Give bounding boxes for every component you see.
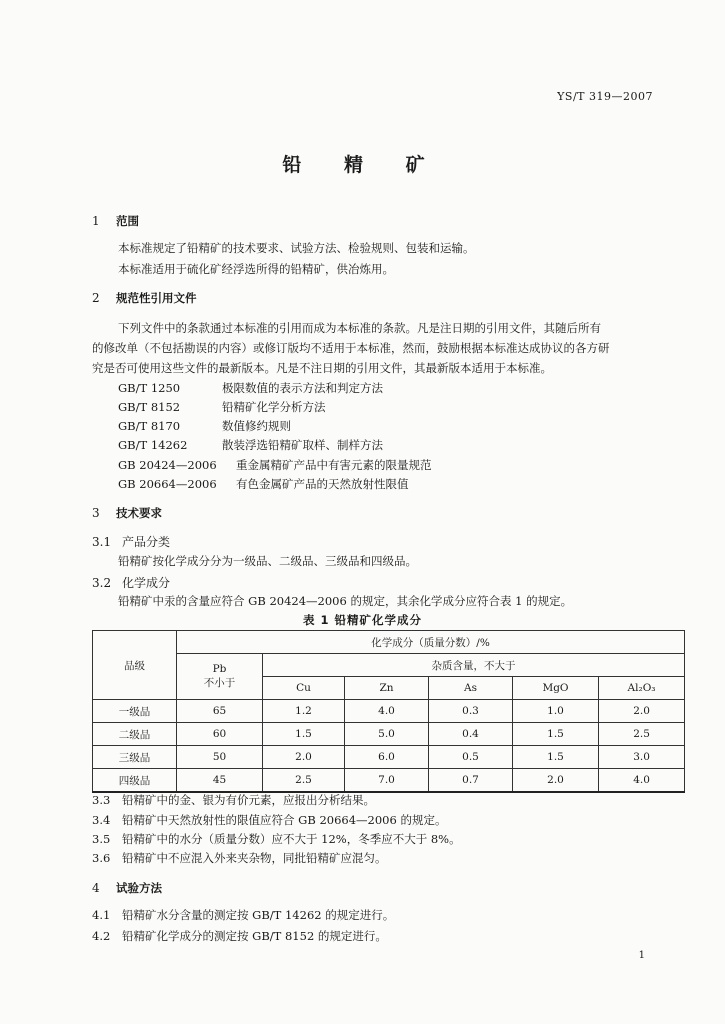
- section-number: 4: [92, 881, 100, 895]
- clause-number: 3.4: [92, 813, 111, 827]
- reference-item: [118, 435, 383, 455]
- subsection-title: 化学成分: [122, 576, 171, 590]
- cell-pb: 50: [177, 746, 263, 769]
- clause-3-3: [92, 790, 375, 810]
- header-pb: [177, 654, 263, 700]
- cell-as: 0.7: [429, 769, 513, 793]
- reference-title: 数值修约规则: [222, 419, 291, 433]
- subsection-3-1-heading: [92, 533, 170, 550]
- reference-code: GB/T 8152: [118, 400, 181, 414]
- section-number: 1: [92, 214, 100, 228]
- reference-title: 铅精矿化学分析方法: [222, 400, 326, 414]
- header-impurity: 杂质含量，不大于: [263, 654, 685, 677]
- reference-item: [118, 416, 291, 436]
- document-title: 铅 精 矿: [282, 154, 443, 176]
- reference-item: [118, 397, 326, 417]
- clause-3-5: [92, 829, 461, 849]
- section-title: 范围: [116, 214, 139, 228]
- cell-al2o3: 3.0: [599, 746, 685, 769]
- cell-zn: 4.0: [345, 700, 429, 723]
- reference-title: 散装浮选铅精矿取样、制样方法: [222, 438, 383, 452]
- cell-al2o3: 4.0: [599, 769, 685, 793]
- clause-3-6: [92, 848, 387, 868]
- clause-text: 铅精矿水分含量的测定按 GB/T 14262 的规定进行。: [122, 908, 395, 922]
- clause-text: 铅精矿中天然放射性的限值应符合 GB 20664—2006 的规定。: [122, 813, 447, 827]
- cell-zn: 6.0: [345, 746, 429, 769]
- cell-grade: 四级品: [93, 769, 177, 793]
- cell-mgo: 1.5: [513, 746, 599, 769]
- header-mgo: MgO: [513, 677, 599, 700]
- subsection-3-2-heading: [92, 574, 170, 591]
- section-title: 试验方法: [116, 881, 162, 895]
- page-number: 1: [638, 950, 645, 961]
- section-3-heading: [92, 505, 162, 521]
- clause-number: 3.5: [92, 832, 111, 846]
- cell-pb: 45: [177, 769, 263, 793]
- header-pb-sub: 不小于: [203, 677, 236, 689]
- paragraph: 究是否可使用这些文件的最新版本。凡是不注日期的引用文件，其最新版本适用于本标准。: [92, 361, 552, 375]
- table-row: [93, 723, 685, 746]
- header-cu: Cu: [263, 677, 345, 700]
- paragraph: 的修改单（不包括勘误的内容）或修订版均不适用于本标准，然而，鼓励根据本标准达成协议的各方研: [92, 341, 610, 355]
- subsection-number: 3.1: [92, 535, 112, 549]
- clause-4-2: [92, 926, 387, 946]
- paragraph: 本标准规定了铅精矿的技术要求、试验方法、检验规则、包装和运输。: [118, 241, 475, 255]
- header-as: As: [429, 677, 513, 700]
- reference-item: [118, 378, 383, 398]
- reference-code: GB/T 8170: [118, 419, 181, 433]
- clause-text: 铅精矿中不应混入外来夹杂物，同批铅精矿应混匀。: [122, 851, 387, 865]
- reference-item: [118, 474, 409, 494]
- paragraph: 下列文件中的条款通过本标准的引用而成为本标准的条款。凡是注日期的引用文件，其随后所有: [118, 321, 601, 335]
- reference-title: 有色金属矿产品的天然放射性限值: [236, 477, 409, 491]
- clause-4-1: [92, 905, 394, 925]
- section-1-heading: [92, 213, 139, 229]
- standard-code: YS/T 319—2007: [557, 90, 653, 103]
- reference-title: 极限数值的表示方法和判定方法: [222, 381, 383, 395]
- header-zn: Zn: [345, 677, 429, 700]
- cell-mgo: 1.0: [513, 700, 599, 723]
- section-number: 3: [92, 506, 100, 520]
- section-title: 规范性引用文件: [116, 291, 197, 305]
- cell-al2o3: 2.0: [599, 700, 685, 723]
- reference-title: 重金属精矿产品中有害元素的限量规范: [236, 458, 432, 472]
- reference-code: GB/T 1250: [118, 381, 181, 395]
- paragraph: 本标准适用于硫化矿经浮选所得的铅精矿，供冶炼用。: [118, 262, 394, 276]
- cell-zn: 5.0: [345, 723, 429, 746]
- cell-mgo: 2.0: [513, 769, 599, 793]
- paragraph: 铅精矿中汞的含量应符合 GB 20424—2006 的规定，其余化学成分应符合表 1 的规定。: [118, 594, 573, 608]
- table-row: [93, 746, 685, 769]
- paragraph: 铅精矿按化学成分分为一级品、二级品、三级品和四级品。: [118, 554, 417, 568]
- clause-number: 4.1: [92, 908, 111, 922]
- cell-grade: 二级品: [93, 723, 177, 746]
- section-4-heading: [92, 880, 162, 896]
- clause-3-4: [92, 810, 446, 830]
- table-row: [93, 700, 685, 723]
- table-caption: 表 1 铅精矿化学成分: [302, 613, 422, 627]
- clause-number: 3.6: [92, 851, 111, 865]
- cell-grade: 一级品: [93, 700, 177, 723]
- table-row: [93, 769, 685, 793]
- subsection-number: 3.2: [92, 576, 112, 590]
- subsection-title: 产品分类: [122, 535, 171, 549]
- section-2-heading: [92, 290, 197, 306]
- clause-number: 4.2: [92, 929, 111, 943]
- section-title: 技术要求: [116, 506, 162, 520]
- header-grade: 品级: [93, 631, 177, 700]
- cell-as: 0.3: [429, 700, 513, 723]
- clause-number: 3.3: [92, 793, 111, 807]
- cell-pb: 65: [177, 700, 263, 723]
- cell-mgo: 1.5: [513, 723, 599, 746]
- header-chemical-composition: 化学成分（质量分数）/%: [177, 631, 685, 654]
- cell-cu: 2.5: [263, 769, 345, 793]
- reference-code: GB/T 14262: [118, 438, 188, 452]
- clause-text: 铅精矿中的金、银为有价元素，应报出分析结果。: [122, 793, 375, 807]
- cell-pb: 60: [177, 723, 263, 746]
- cell-cu: 1.5: [263, 723, 345, 746]
- header-pb-label: Pb: [212, 663, 227, 675]
- clause-text: 铅精矿中的水分（质量分数）应不大于 12%，冬季应不大于 8%。: [122, 832, 461, 846]
- cell-al2o3: 2.5: [599, 723, 685, 746]
- cell-as: 0.4: [429, 723, 513, 746]
- clause-text: 铅精矿化学成分的测定按 GB/T 8152 的规定进行。: [122, 929, 387, 943]
- reference-item: [118, 455, 432, 475]
- section-number: 2: [92, 291, 100, 305]
- header-al2o3: Al₂O₃: [599, 677, 685, 700]
- reference-code: GB 20424—2006: [118, 458, 217, 472]
- cell-zn: 7.0: [345, 769, 429, 793]
- cell-grade: 三级品: [93, 746, 177, 769]
- cell-cu: 2.0: [263, 746, 345, 769]
- cell-as: 0.5: [429, 746, 513, 769]
- chemical-composition-table: [92, 630, 685, 793]
- reference-code: GB 20664—2006: [118, 477, 217, 491]
- cell-cu: 1.2: [263, 700, 345, 723]
